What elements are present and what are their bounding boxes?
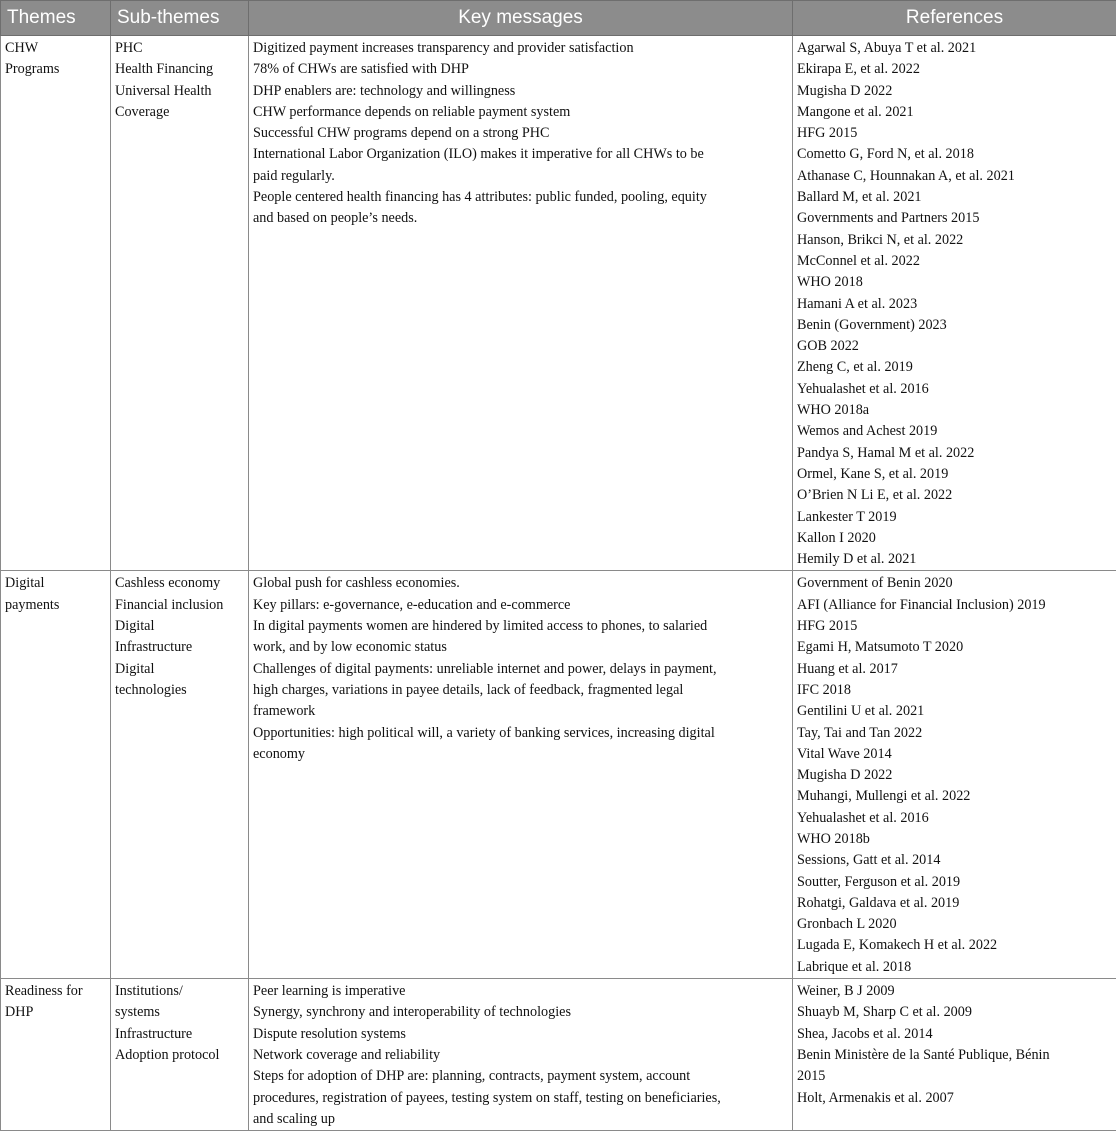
messages-cell [249,36,793,571]
reference-line: O’Brien N Li E, et al. 2022 [797,487,953,504]
message-line: International Labor Organization (ILO) makes it imperative for all CHWs to be [253,146,704,163]
subtheme-line: Infrastructure [115,639,193,656]
table-row [1,979,1116,1131]
reference-line: Tay, Tai and Tan 2022 [797,724,923,741]
theme-line: Programs [5,61,60,78]
subthemes-cell [111,571,249,979]
message-line: In digital payments women are hindered by limited access to phones, to salaried [253,618,708,635]
messages-cell [249,979,793,1131]
message-line: Steps for adoption of DHP are: planning, contracts, payment system, account [253,1068,691,1085]
reference-line: IFC 2018 [797,681,851,698]
subtheme-line: Health Financing [115,61,214,78]
message-line: Dispute resolution systems [253,1025,406,1042]
message-line: Global push for cashless economies. [253,575,460,592]
message-line: and based on people’s needs. [253,210,418,227]
message-line: DHP enablers are: technology and willingness [253,82,516,99]
subtheme-line: Universal Health [115,82,212,99]
reference-line: Mangone et al. 2021 [797,103,914,120]
theme-cell [1,36,111,571]
reference-line: Yehualashet et al. 2016 [797,809,929,826]
theme-line: payments [5,596,60,613]
reference-line: Benin (Government) 2023 [797,316,947,333]
reference-line: Hanson, Brikci N, et al. 2022 [797,231,964,248]
reference-line: Gronbach L 2020 [797,916,897,933]
subtheme-line: Institutions/ [115,983,183,1000]
message-line: and scaling up [253,1110,335,1127]
reference-line: Labrique et al. 2018 [797,958,912,975]
reference-line: Lankester T 2019 [797,508,897,525]
references-cell [793,571,1116,979]
reference-line: Sessions, Gatt et al. 2014 [797,852,941,869]
references-cell [793,36,1116,571]
messages-cell [249,571,793,979]
header-references: References [793,1,1116,36]
references-cell [793,979,1116,1131]
reference-line: Cometto G, Ford N, et al. 2018 [797,146,974,163]
reference-line: Huang et al. 2017 [797,660,898,677]
header-row [1,1,1116,36]
header-themes: Themes [1,1,111,36]
subtheme-line: Financial inclusion [115,596,224,613]
subtheme-line: Cashless economy [115,575,221,592]
reference-line: Kallon I 2020 [797,529,876,546]
table-row [1,36,1116,571]
reference-line: Shuayb M, Sharp C et al. 2009 [797,1004,972,1021]
reference-line: Mugisha D 2022 [797,767,893,784]
reference-line: GOB 2022 [797,338,859,355]
subtheme-line: Digital [115,618,155,635]
reference-line: Rohatgi, Galdava et al. 2019 [797,894,960,911]
subtheme-line: Adoption protocol [115,1046,220,1063]
reference-line: Holt, Armenakis et al. 2007 [797,1089,954,1106]
reference-line: Yehualashet et al. 2016 [797,380,929,397]
subtheme-line: technologies [115,681,187,698]
reference-line: Ballard M, et al. 2021 [797,189,922,206]
reference-line: 2015 [797,1068,826,1085]
reference-line: Soutter, Ferguson et al. 2019 [797,873,961,890]
reference-line: Gentilini U et al. 2021 [797,703,925,720]
subtheme-line: systems [115,1004,160,1021]
message-line: Challenges of digital payments: unreliable internet and power, delays in payment, [253,660,717,677]
header-key-messages: Key messages [249,1,793,36]
reference-line: Lugada E, Komakech H et al. 2022 [797,937,998,954]
reference-line: Governments and Partners 2015 [797,210,980,227]
message-line: high charges, variations in payee details, lack of feedback, fragmented legal [253,681,684,698]
reference-line: Egami H, Matsumoto T 2020 [797,639,964,656]
theme-line: CHW [5,40,39,56]
subthemes-cell [111,979,249,1131]
reference-line: Mugisha D 2022 [797,82,893,99]
reference-line: Wemos and Achest 2019 [797,423,938,440]
reference-line: Pandya S, Hamal M et al. 2022 [797,444,975,461]
reference-line: AFI (Alliance for Financial Inclusion) 2019 [797,596,1046,613]
theme-line: Readiness for [5,983,83,1000]
subtheme-line: Coverage [115,103,170,120]
reference-line: HFG 2015 [797,125,858,142]
message-line: Successful CHW programs depend on a strong PHC [253,125,550,142]
reference-line: Hamani A et al. 2023 [797,295,918,312]
theme-cell [1,979,111,1131]
message-line: People centered health financing has 4 attributes: public funded, pooling, equity [253,189,707,206]
theme-line: DHP [5,1004,34,1021]
header-subthemes: Sub-themes [111,1,249,36]
reference-line: Muhangi, Mullengi et al. 2022 [797,788,971,805]
reference-line: Government of Benin 2020 [797,575,953,592]
subthemes-cell [111,36,249,571]
subtheme-line: Infrastructure [115,1025,193,1042]
message-line: procedures, registration of payees, testing system on staff, testing on beneficiaries, [253,1089,721,1106]
message-line: Key pillars: e-governance, e-education and e-commerce [253,596,571,613]
message-line: Network coverage and reliability [253,1046,441,1063]
reference-line: WHO 2018a [797,402,870,419]
reference-line: WHO 2018 [797,274,863,291]
reference-line: Shea, Jacobs et al. 2014 [797,1025,933,1042]
reference-line: Agarwal S, Abuya T et al. 2021 [797,40,977,56]
reference-line: Athanase C, Hounnakan A, et al. 2021 [797,167,1015,184]
message-line: work, and by low economic status [253,639,447,656]
reference-line: Weiner, B J 2009 [797,983,895,1000]
message-line: economy [253,745,306,762]
message-line: Opportunities: high political will, a variety of banking services, increasing digital [253,724,715,741]
reference-line: Zheng C, et al. 2019 [797,359,913,376]
message-line: Digitized payment increases transparency and provider satisfaction [253,40,634,56]
subtheme-line: PHC [115,40,143,56]
reference-line: Hemily D et al. 2021 [797,551,917,568]
message-line: Peer learning is imperative [253,983,406,1000]
reference-line: Ormel, Kane S, et al. 2019 [797,465,949,482]
message-line: paid regularly. [253,167,335,184]
reference-line: Vital Wave 2014 [797,745,892,762]
table-row [1,571,1116,979]
reference-line: HFG 2015 [797,618,858,635]
message-line: CHW performance depends on reliable payment system [253,103,571,120]
reference-line: McConnel et al. 2022 [797,252,920,269]
theme-cell [1,571,111,979]
theme-line: Digital [5,575,45,592]
reference-line: WHO 2018b [797,830,870,847]
message-line: framework [253,703,316,720]
message-line: Synergy, synchrony and interoperability of technologies [253,1004,571,1021]
reference-line: Ekirapa E, et al. 2022 [797,61,920,78]
subtheme-line: Digital [115,660,155,677]
message-line: 78% of CHWs are satisfied with DHP [253,61,469,78]
reference-line: Benin Ministère de la Santé Publique, Bénin [797,1046,1050,1063]
